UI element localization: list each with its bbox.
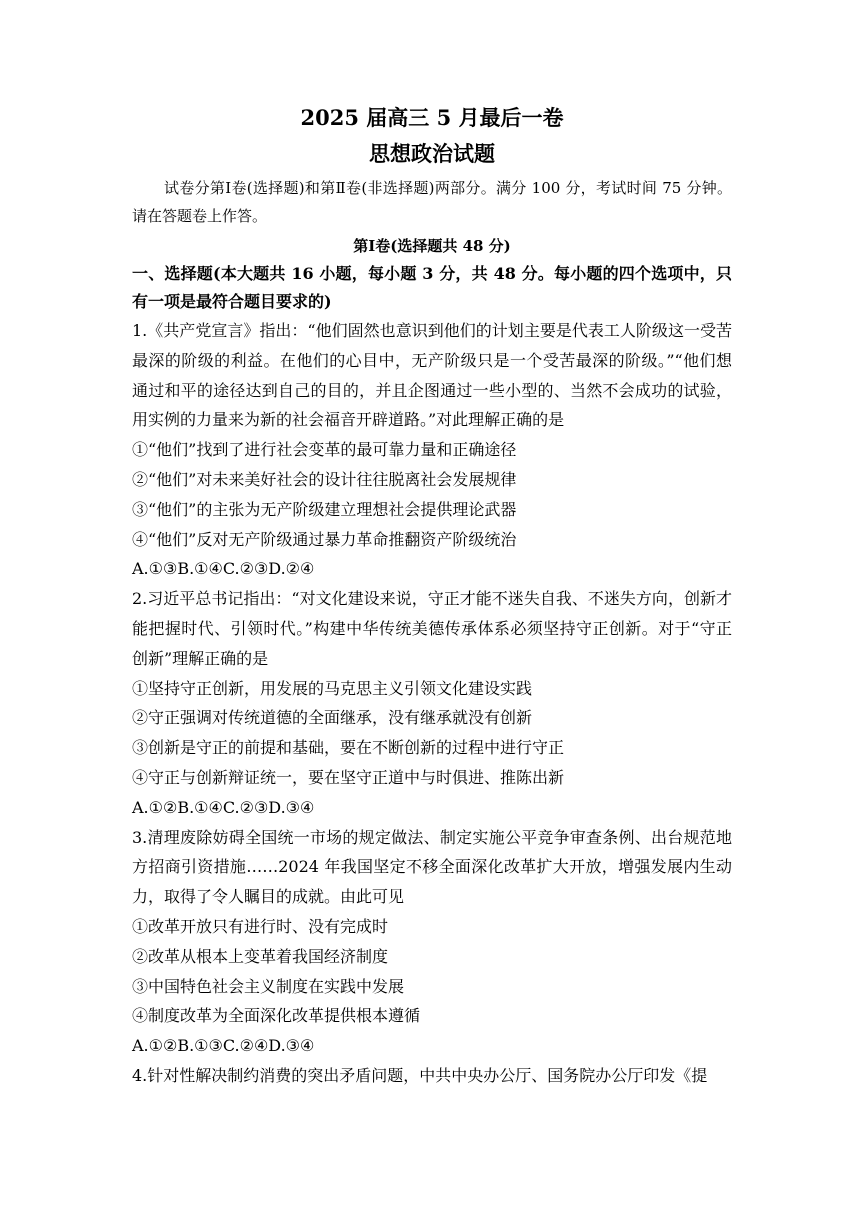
question-option: ①“他们”找到了进行社会变革的最可靠力量和正确途径 xyxy=(132,440,517,460)
question-stem: 3.清理废除妨碍全国统一市场的规定做法、制定实施公平竞争审查条例、出台规范地方招商引资措施……2024 年我国坚定不移全面深化改革扩大开放，增强发展内生动力，取得了令人瞩目的成就。由此可见 xyxy=(132,827,732,907)
question-option: ③创新是守正的前提和基础，要在不断创新的过程中进行守正 xyxy=(132,738,565,758)
exam-title: 2025 届高三 5 月最后一卷 xyxy=(300,105,564,130)
exam-page xyxy=(132,100,732,1091)
question-2 xyxy=(132,584,732,822)
question-option: ④制度改革为全面深化改革提供根本遵循 xyxy=(132,1006,421,1026)
question-option: ④守正与创新辩证统一，要在坚守正道中与时俱进、推陈出新 xyxy=(132,767,565,787)
section-title: 第Ⅰ卷(选择题共 48 分) xyxy=(353,237,511,255)
question-option: ①改革开放只有进行时、没有完成时 xyxy=(132,916,389,936)
question-option: ④“他们”反对无产阶级通过暴力革命推翻资产阶级统治 xyxy=(132,529,517,549)
question-option: ②改革从根本上变革着我国经济制度 xyxy=(132,946,389,966)
answer-choices: A.①③B.①④C.②③D.②④ xyxy=(132,559,315,579)
question-option: ③中国特色社会主义制度在实践中发展 xyxy=(132,976,405,996)
question-1 xyxy=(132,316,732,584)
answer-choices: A.①②B.①④C.②③D.③④ xyxy=(132,797,315,817)
exam-intro: 试卷分第Ⅰ卷(选择题)和第Ⅱ卷(非选择题)两部分。满分 100 分，考试时间 75 分钟。请在答题卷上作答。 xyxy=(132,179,732,225)
question-3 xyxy=(132,823,732,1061)
question-stem: 1.《共产党宣言》指出：“他们固然也意识到他们的计划主要是代表工人阶级这一受苦最深的阶级的利益。在他们的心目中，无产阶级只是一个受苦最深的阶级。”“他们想通过和平的途径达到自己的目的，并且企图通过一些小型的、当然不会成功的试验，用实例的力量来为新的社会福音开辟道路。”对此理解正确的是 xyxy=(132,321,732,430)
answer-choices: A.①②B.①③C.②④D.③④ xyxy=(132,1036,315,1056)
question-option: ②守正强调对传统道德的全面继承，没有继承就没有创新 xyxy=(132,708,533,728)
question-option: ①坚持守正创新，用发展的马克思主义引领文化建设实践 xyxy=(132,678,533,698)
section-instructions: 一、选择题(本大题共 16 小题，每小题 3 分，共 48 分。每小题的四个选项中，只有一项是最符合题目要求的) xyxy=(132,264,732,311)
exam-subject-title: 思想政治试题 xyxy=(369,141,495,166)
question-stem: 2.习近平总书记指出：“对文化建设来说，守正才能不迷失自我、不迷失方向，创新才能把握时代、引领时代。”构建中华传统美德传承体系必须坚持守正创新。对于“守正创新”理解正确的是 xyxy=(132,589,732,668)
question-option: ②“他们”对未来美好社会的设计往往脱离社会发展规律 xyxy=(132,469,517,489)
question-4 xyxy=(132,1061,732,1091)
question-stem: 4.针对性解决制约消费的突出矛盾问题，中共中央办公厅、国务院办公厅印发《提 xyxy=(132,1065,708,1085)
question-option: ③“他们”的主张为无产阶级建立理想社会提供理论武器 xyxy=(132,499,517,519)
